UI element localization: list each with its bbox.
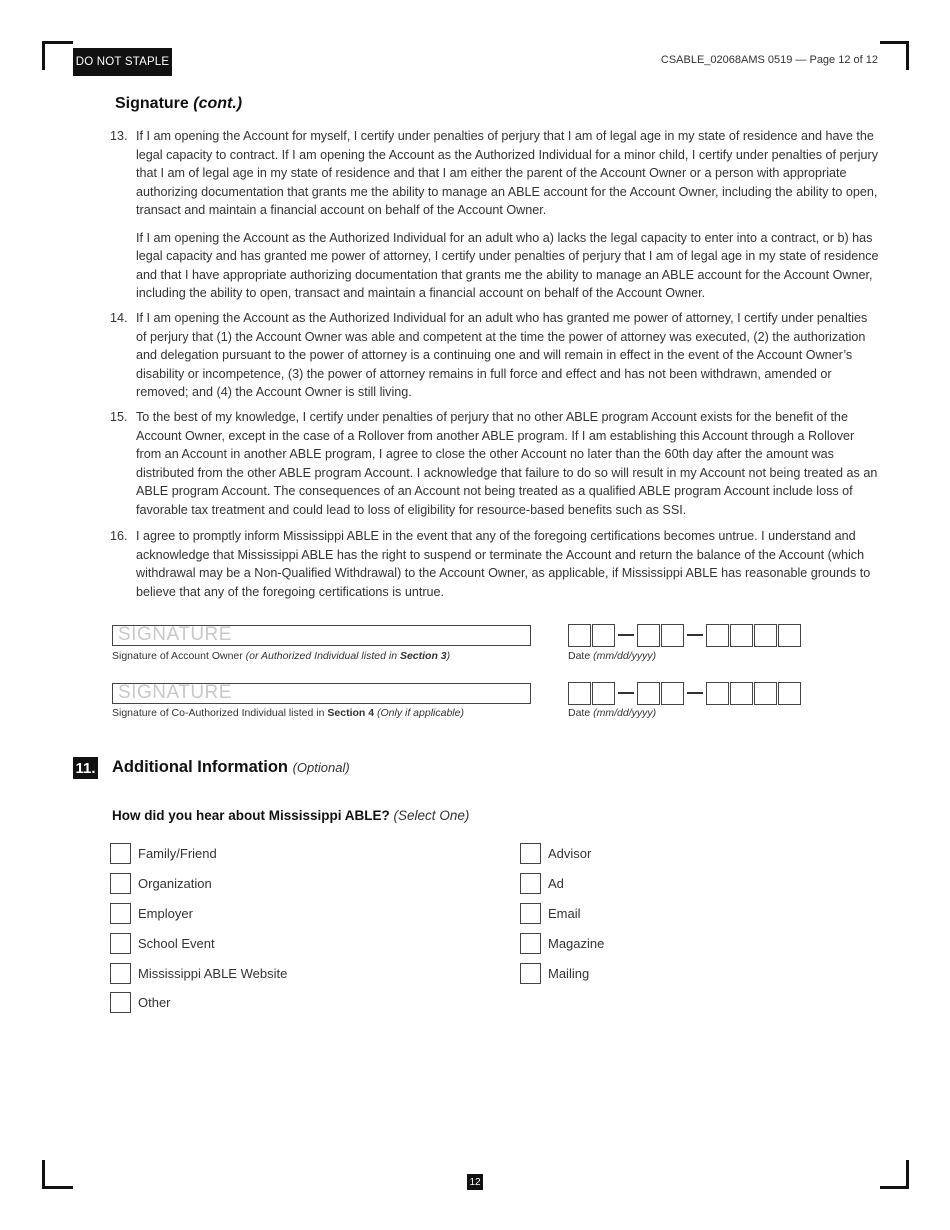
option-advisor[interactable] (520, 842, 591, 864)
caption-italic: (Only if applicable) (377, 707, 464, 719)
certification-item-15 (110, 408, 880, 519)
option-label: School Event (138, 935, 215, 951)
date-digit-box[interactable] (754, 624, 777, 647)
date-digit-box[interactable] (754, 682, 777, 705)
checkbox[interactable] (110, 873, 131, 894)
item-number: 15. (110, 410, 128, 424)
option-mississippi-able-website[interactable] (110, 962, 287, 984)
option-label: Mailing (548, 965, 590, 981)
option-ad[interactable] (520, 872, 564, 894)
checkbox[interactable] (520, 963, 541, 984)
option-label: Organization (138, 875, 212, 891)
section-title-text: Additional Information (112, 758, 288, 776)
item-number: 14. (110, 311, 128, 325)
option-employer[interactable] (110, 902, 193, 924)
signature-placeholder: SIGNATURE (118, 624, 232, 645)
checkbox[interactable] (520, 873, 541, 894)
co-authorized-date-caption (568, 707, 656, 719)
section-title-suffix: (Optional) (292, 760, 350, 775)
item-paragraph: If I am opening the Account for myself, I certify under penalties of perjury that I am of legal age in my state of residence and have the legal capacity to contract. If I am opening the Account as the Authorized Individual for a minor child, I certify under penalties of perjury that I am of legal age in my state of residence and that I am either the parent of the Account Owner or a person with appropriate authorizing documentation that grants me the ability to manage an ABLE account for the Account Owner, including the ability to open, transact and maintain a financial account on behalf of the Account Owner. (136, 129, 879, 217)
checkbox[interactable] (110, 903, 131, 924)
option-label: Ad (548, 875, 564, 891)
section-number-badge: 11. (73, 757, 98, 779)
checkbox[interactable] (520, 933, 541, 954)
option-school-event[interactable] (110, 932, 215, 954)
checkbox[interactable] (520, 843, 541, 864)
option-mailing[interactable] (520, 962, 589, 984)
date-digit-box[interactable] (706, 682, 729, 705)
option-label: Family/Friend (138, 845, 217, 861)
question-suffix: (Select One) (393, 808, 470, 823)
date-digit-box[interactable] (778, 682, 801, 705)
date-digit-box[interactable] (706, 624, 729, 647)
form-id: CSABLE_02068AMS 0519 — Page 12 of 12 (660, 54, 878, 66)
option-family-friend[interactable] (110, 842, 217, 864)
co-authorized-signature-field[interactable] (112, 683, 531, 704)
caption-text: Signature of Co-Authorized Individual listed in (112, 707, 325, 719)
item-paragraph: I agree to promptly inform Mississippi ABLE in the event that any of the foregoing certifications becomes untrue. I understand and acknowledge that Mississippi ABLE has the right to suspend or terminate the Account and return the balance of the Account (which withdrawal may be a Non-Qualified Withdrawal) to the Account Owner, as applicable, if Mississippi ABLE has reasonable grounds to believe that any of the foregoing certifications is untrue. (136, 529, 871, 599)
option-magazine[interactable] (520, 932, 604, 954)
account-owner-signature-caption (112, 650, 450, 662)
option-label: Email (548, 905, 581, 921)
certification-item-16 (110, 527, 880, 601)
date-digit-box[interactable] (637, 624, 660, 647)
account-owner-date-caption (568, 650, 656, 662)
date-digit-box[interactable] (592, 624, 615, 647)
date-digit-box[interactable] (661, 682, 684, 705)
item-number: 13. (110, 129, 128, 143)
checkbox[interactable] (110, 963, 131, 984)
option-label: Employer (138, 905, 193, 921)
date-separator (687, 634, 703, 636)
date-separator (687, 692, 703, 694)
signature-heading-suffix: (cont.) (193, 95, 243, 112)
option-organization[interactable] (110, 872, 212, 894)
do-not-staple-badge: DO NOT STAPLE (73, 48, 172, 76)
item-number: 16. (110, 529, 128, 543)
signature-placeholder: SIGNATURE (118, 682, 232, 703)
option-email[interactable] (520, 902, 581, 924)
account-owner-signature-field[interactable] (112, 625, 531, 646)
option-label: Advisor (548, 845, 592, 861)
date-label: Date (568, 707, 591, 719)
date-label: Date (568, 650, 591, 662)
date-digit-box[interactable] (568, 624, 591, 647)
caption-text: Signature of Account Owner (112, 650, 243, 662)
item-paragraph: To the best of my knowledge, I certify under penalties of perjury that no other ABLE program Account exists for the benefit of the Account Owner, except in the case of a Rollover from another ABLE program. If I am establishing this Account through a Rollover from an Account in another ABLE program, I agree to close the other Account no later than the 60th day after the amount was distributed from the other ABLE program Account. I acknowledge that failure to do so will result in my Account not being treated as an ABLE program Account. The consequences of an Account not being treated as a qualified ABLE program Account include loss of favorable tax treatment and could lead to loss of eligibility for resource-based benefits such as SSI. (136, 410, 878, 517)
signature-heading (115, 95, 242, 113)
date-digit-box[interactable] (661, 624, 684, 647)
crop-mark-bottom-right (880, 1160, 909, 1189)
date-digit-box[interactable] (568, 682, 591, 705)
caption-italic: (or Authorized Individual listed in (245, 650, 398, 662)
option-label: Other (138, 994, 171, 1010)
caption-italic-end: ) (446, 650, 451, 662)
date-digit-box[interactable] (778, 624, 801, 647)
date-digit-box[interactable] (637, 682, 660, 705)
date-digit-box[interactable] (730, 624, 753, 647)
date-format: (mm/dd/yyyy) (593, 707, 657, 719)
checkbox[interactable] (110, 843, 131, 864)
caption-section-ref: Section 3 (399, 650, 447, 662)
option-label: Magazine (548, 935, 605, 951)
item-paragraph: If I am opening the Account as the Authorized Individual for an adult who a) lacks the legal capacity to enter into a contract, or b) has legal capacity and has granted me power of attorney, I certify under penalties of perjury that I am of legal age in my state of residence and that I have appropriate authorizing documentation that grants me the ability to manage an ABLE account for the Account Owner, including the ability to open, transact and maintain a financial account on behalf of the Account Owner. (136, 230, 879, 300)
referral-question (112, 808, 469, 823)
signature-heading-title: Signature (115, 95, 189, 112)
crop-mark-top-left (42, 41, 73, 70)
question-text: How did you hear about Mississippi ABLE? (112, 808, 390, 823)
item-paragraph: If I am opening the Account as the Authorized Individual for an adult who has granted me power of attorney, I certify under penalties of perjury that (1) the Account Owner was able and competent at the time the power of attorney was executed, (2) the authorization and delegation pursuant to the power of attorney is a continuing one and will remain in effect in the event of the Account Owner’s disability or incompetence, (3) the power of attorney remains in full force and effect and has not been withdrawn, amended or removed; and (4) the Account Owner is still living. (136, 311, 868, 399)
crop-mark-bottom-left (42, 1160, 73, 1189)
caption-section-ref: Section 4 (327, 707, 375, 719)
date-digit-box[interactable] (592, 682, 615, 705)
certification-item-13 (110, 127, 880, 303)
date-format: (mm/dd/yyyy) (593, 650, 657, 662)
date-digit-box[interactable] (730, 682, 753, 705)
page-number: 12 (467, 1174, 483, 1190)
co-authorized-signature-caption (112, 707, 464, 719)
crop-mark-top-right (880, 41, 909, 70)
certification-item-14 (110, 309, 880, 402)
section-title (112, 758, 350, 777)
checkbox[interactable] (110, 992, 131, 1013)
option-label: Mississippi ABLE Website (138, 965, 288, 981)
date-separator (618, 692, 634, 694)
date-separator (618, 634, 634, 636)
checkbox[interactable] (520, 903, 541, 924)
checkbox[interactable] (110, 933, 131, 954)
option-other[interactable] (110, 991, 171, 1013)
